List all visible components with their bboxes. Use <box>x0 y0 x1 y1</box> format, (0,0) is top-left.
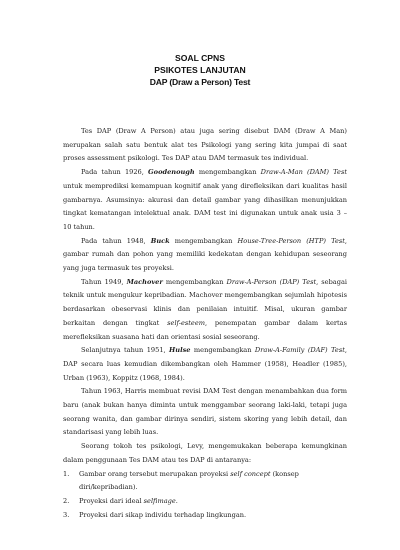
term: selfimage <box>143 496 176 505</box>
author-name: Goodenough <box>148 168 195 177</box>
test-name: House-Tree-Person (HTP) Test <box>237 236 345 245</box>
document-title: SOAL CPNS <box>175 53 225 63</box>
text-span: mengembangkan <box>169 236 238 245</box>
text-span: mengembangkan <box>190 346 255 355</box>
paragraph-intro: Tes DAP (Draw A Person) atau juga sering disebut DAM (Draw A Man) merupakan salah satu bentuk alat tes Psikologi yang sering kita jumpai di saat proses assessment psikologi. Tes DAP atau DAM termasuk tes individual. <box>63 127 347 163</box>
text-span: Proyeksi dari ideal <box>79 496 144 505</box>
paragraph-machover <box>63 276 347 345</box>
text-span: Tahun 1949, <box>81 277 127 286</box>
text-span: , DAP secara luas kemudian dikembangkan oleh Hammer (1958), Headler (1985), Urban (1963), Koppitz (1968, 1984). <box>63 346 347 382</box>
list-item <box>63 468 347 495</box>
term: self-esteem <box>167 318 205 327</box>
term: self concept <box>230 469 271 478</box>
text-span: , sebagai teknik untuk mengukur kepribadian. Machover mengembangkan sejumlah hipotesis berdasarkan obeservasi klinis dan penilaian intuitif. Misal, ukuran gambar berkaitan dengan tingkat <box>63 277 347 327</box>
text-span: . <box>175 496 178 505</box>
text-span: mengembangkan <box>162 277 227 286</box>
author-name: Hulse <box>169 346 191 355</box>
list-number: 1. <box>63 469 70 478</box>
paragraph-goodenough <box>63 166 347 235</box>
document-body <box>63 125 347 522</box>
numbered-list <box>63 468 347 523</box>
test-name: Draw-A-Family (DAF) Test <box>254 346 345 355</box>
author-name: Buck <box>150 236 170 245</box>
paragraph-buck <box>63 235 347 276</box>
author-name: Machover <box>126 277 163 286</box>
text-span: untuk memprediksi kemampuan kognitif anak yang direfleksikan dari kualitas hasil gambarnya. Asumsinya: akurasi dan detail gambar yang dihasilkan menunjukkan tingkat kematangan intelektual anak. DAM test ini digunakan untuk anak usia 3 – 10 tahun. <box>63 181 347 231</box>
list-item <box>63 495 347 509</box>
text-span: mengembangkan <box>194 168 261 177</box>
list-item <box>63 509 347 523</box>
text-span: Pada tahun 1926, <box>81 168 149 177</box>
document-subtitle: PSIKOTES LANJUTAN <box>154 65 246 75</box>
text-span: Pada tahun 1948, <box>81 236 151 245</box>
paragraph-levy: Seorang tokoh tes psikologi, Levy, mengemukakan beberapa kemungkinan dalam penggunaan Tes DAM atau tes DAP di antaranya: <box>63 442 347 464</box>
text-span: , penempatan gambar dalam kertas merefleksikan suasana hati dan orientasi sosial seseorang. <box>63 318 348 341</box>
list-number: 3. <box>63 510 70 519</box>
text-span: Proyeksi dari sikap individu terhadap lingkungan. <box>79 510 247 519</box>
test-name: Draw-A-Person (DAP) Test <box>226 277 317 286</box>
document-topic: DAP (Draw a Person) Test <box>149 77 251 87</box>
paragraph-hulse <box>63 344 347 385</box>
paragraph-harris: Tahun 1963, Harris membuat revisi DAM Test dengan menambahkan dua form baru (anak bukan hanya diminta untuk menggambar seorang laki-laki, tetapi juga seorang wanita, dan gambar dirinya sendiri, sistem skoring yang lebih detail, dan standarisasi yang lebih luas. <box>63 387 347 437</box>
test-name: Draw-A-Man (DAM) Test <box>260 168 347 177</box>
text-span: Selanjutnya tahun 1951, <box>81 346 170 355</box>
text-span: (konsep diri/kepribadian). <box>79 469 299 492</box>
list-number: 2. <box>63 496 70 505</box>
text-span: Gambar orang tersebut merupakan proyeksi <box>79 469 231 478</box>
text-span: , gambar rumah dan pohon yang memiliki kedekatan dengan kehidupan seseorang yang juga termasuk tes proyeksi. <box>63 236 347 273</box>
